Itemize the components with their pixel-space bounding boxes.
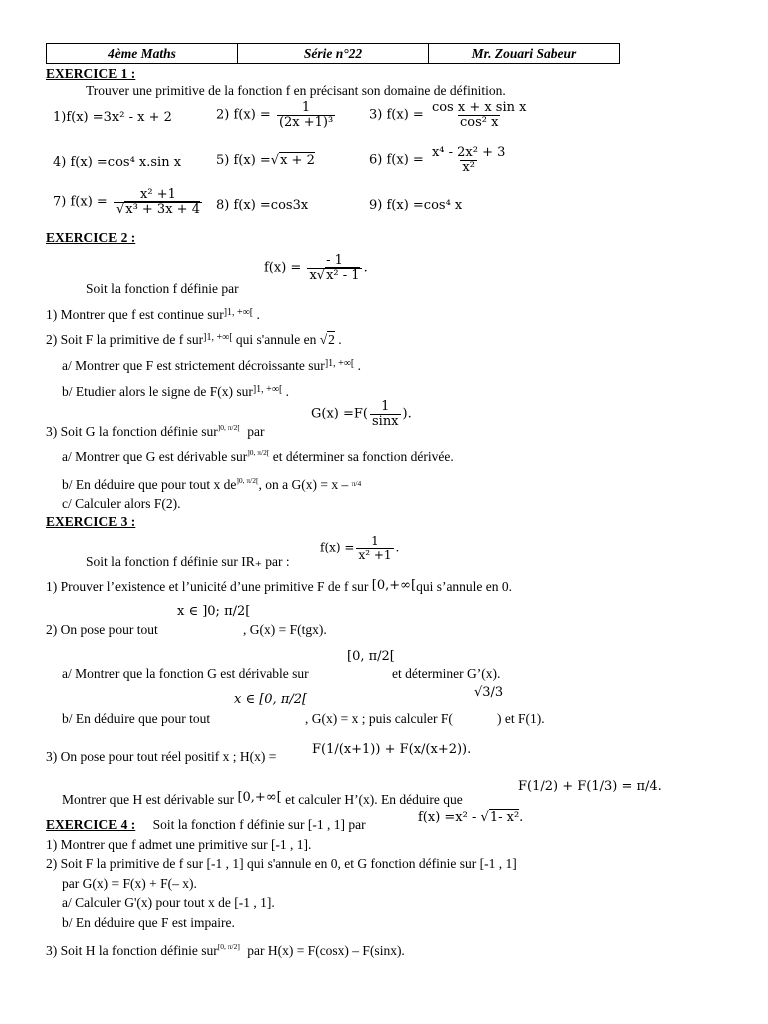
ex3-q3b-interval: [0,+∞[ [237, 790, 282, 805]
ex2-q2-text-b: qui s'annule en [235, 332, 317, 347]
ex2-sqrt2: 2 [328, 332, 335, 347]
ex1-f6-frac [430, 146, 507, 174]
ex1-f5-radical-icon [271, 153, 279, 168]
ex1-f2 [216, 101, 337, 129]
ex2-q1-text: 1) Montrer que f est continue sur [46, 307, 224, 322]
ex2-f-frac [307, 254, 361, 282]
ex1-f5-lhs: 5) f(x) = [216, 153, 271, 168]
ex4-f-def [418, 811, 523, 825]
ex3-h-expr: F(1/(x+1)) + F(x/(x+2)). [312, 742, 472, 757]
ex3-q2b-text-c: ) et F(1). [497, 711, 545, 726]
ex1-f7-num: x² +1 [140, 187, 176, 202]
ex2-q3-interval: ]0, π/2[ [217, 423, 240, 432]
ex1-f4: 4) f(x) =cos⁴ x.sin x [53, 155, 182, 170]
ex3-q3: 3) On pose pour tout réel positif x ; H(x) = [46, 749, 277, 764]
ex2-q2: 2) Soit F la primitive de f sur$^{]1, +\infty[}$ qui s'annule en √ 2 . [46, 332, 342, 348]
ex1-f3-frac [430, 101, 529, 129]
ex2-f-den-rad: x² - 1 [326, 267, 360, 283]
ex4-intro: Soit la fonction f définie sur [-1 , 1] par [152, 817, 366, 832]
ex1-f9: 9) f(x) =cos⁴ x [369, 198, 463, 213]
header-teacher: Mr. Zouari Sabeur [428, 44, 619, 63]
ex4-f-end: . [519, 810, 524, 825]
ex4-title: EXERCICE 4 : [46, 817, 136, 832]
ex1-f7-rad: x³ + 3x + 4 [125, 201, 200, 217]
ex2-q3a-text-b: et déterminer sa fonction dérivée. [272, 449, 454, 464]
ex2-f-lhs: f(x) = [264, 260, 302, 276]
ex4-q3-text-b: par H(x) = F(cosx) – F(sinx). [247, 943, 405, 958]
ex1-title: EXERCICE 1 : [46, 66, 136, 81]
ex4-q3-interval: [0, π/2] [217, 942, 240, 951]
ex4-q2-cont: par G(x) = F(x) + F(– x). [62, 876, 197, 891]
ex2-q2a-text: a/ Montrer que F est strictement décroissante sur [62, 358, 325, 373]
ex2-q1-interval: ]1, +∞[ [223, 307, 254, 318]
ex1-f6-den: x² [462, 159, 475, 175]
ex3-q3b [62, 791, 463, 808]
ex4-q1: 1) Montrer que f admet une primitive sur [-1 , 1]. [46, 837, 312, 852]
ex1-f5 [216, 154, 315, 168]
ex1-f2-lhs: 2) f(x) = [216, 107, 271, 123]
ex3-f-lhs: f(x) = [320, 540, 355, 555]
ex1-f7-lhs: 7) f(x) = [53, 194, 108, 210]
ex3-final-expr: F(1/2) + F(1/3) = π/4. [518, 779, 662, 794]
ex2-q3b-interval: ]0, π/2[ [236, 476, 259, 485]
ex2-f-den-pre: x [309, 267, 317, 283]
ex1-f2-num: 1 [301, 100, 311, 115]
ex2-q3-par: par [247, 424, 265, 439]
ex3-f-num: 1 [371, 534, 379, 548]
ex4-f-rad: 1- x² [489, 810, 520, 825]
ex2-q3c: c/ Calculer alors F(2). [62, 496, 181, 511]
ex4-q2b: b/ En déduire que F est impaire. [62, 915, 235, 930]
ex4-q3-text: 3) Soit H la fonction définie sur [46, 943, 218, 958]
header-table [46, 43, 620, 64]
ex2-q2-interval: ]1, +∞[ [203, 332, 233, 343]
ex3-intro: Soit la fonction f définie sur IR₊ par : [86, 554, 290, 569]
ex3-q2-set: x ∈ ]0; π/2[ [177, 604, 251, 619]
ex3-title: EXERCICE 3 : [46, 514, 136, 529]
header-class: 4ème Maths [108, 45, 176, 61]
ex2-g-def [311, 400, 412, 428]
ex2-f-radical-icon [317, 268, 325, 283]
ex1-f5-rad: x + 2 [280, 153, 315, 168]
ex2-g-num: 1 [381, 399, 390, 414]
ex3-q2b: b/ En déduire que pour tout [62, 711, 211, 726]
ex3-q2: 2) On pose pour tout [46, 622, 158, 637]
ex1-f7 [53, 188, 204, 216]
ex3-f-frac [356, 535, 393, 561]
ex1-f7-frac [114, 188, 202, 216]
ex1-f1: 1)f(x) =3x² - x + 2 [53, 110, 172, 125]
ex2-q3b-text: b/ En déduire que pour tout x de [62, 477, 237, 492]
ex2-q2a: a/ Montrer que F est strictement décroissante sur$^{]1, +\infty[}$ . [62, 358, 361, 373]
ex3-f-den: x² +1 [358, 547, 392, 562]
ex1-f6-lhs: 6) f(x) = [369, 152, 424, 168]
ex1-f3-lhs: 3) f(x) = [369, 107, 424, 123]
ex2-q3a-interval: ]0, π/2[ [247, 448, 270, 457]
ex2-q2b: b/ Etudier alors le signe de F(x) sur$^{]1, +\infty[}$ . [62, 384, 290, 399]
ex3-q2-text-b: , G(x) = F(tgx). [243, 622, 327, 637]
ex1-f3-den: cos² x [459, 114, 499, 130]
ex4-q3 [46, 943, 405, 959]
ex1-f6-num: x⁴ - 2x² + 3 [431, 145, 506, 160]
ex2-g-den: sinx [371, 413, 399, 429]
ex3-q2a-text-b: et déterminer G’(x). [392, 666, 501, 681]
ex3-sqrt3-over3: √3/3 [474, 685, 504, 700]
ex3-q1-interval: [0,+∞[ [371, 578, 417, 593]
ex1-f2-den: (2x +1)³ [278, 114, 334, 130]
ex2-f-den [307, 268, 361, 283]
ex3-q3b-text-c: et calculer H’(x). En déduire que [285, 792, 463, 807]
ex4-title-line [46, 818, 366, 833]
ex2-title: EXERCICE 2 : [46, 230, 136, 245]
ex3-q3b-text: Montrer que H est dérivable sur [62, 792, 235, 807]
ex2-q3b-text-b: , on a G(x) = x – [258, 477, 349, 492]
header-series: Série n°22 [237, 44, 428, 63]
ex3-q1-text: 1) Prouver l’existence et l’unicité d’une primitive F de f sur [46, 579, 369, 594]
ex2-f-def: f(x) = $\frac{- 1}{\text{x√ x² - 1}}$ . [264, 254, 368, 282]
ex1-f7-den [114, 202, 202, 217]
ex2-q3-text: 3) Soit G la fonction définie sur [46, 424, 218, 439]
ex2-q3 [46, 424, 264, 440]
ex3-q2b-text-b: , G(x) = x ; puis calculer F( [305, 711, 453, 726]
ex2-q2a-interval: ]1, +∞[ [324, 358, 355, 369]
ex1-f3 [369, 101, 530, 129]
ex2-q1: 1) Montrer que f est continue sur$^{]1, +\infty[}$ . [46, 307, 260, 322]
ex2-g-lhs: G(x) =F( [311, 406, 368, 422]
ex2-g-end: ). [402, 406, 412, 422]
ex3-q1-text-b: qui s’annule en 0. [416, 579, 513, 594]
ex1-f7-radical-icon [116, 202, 124, 217]
ex3-q2a: a/ Montrer que la fonction G est dérivable sur [62, 666, 309, 681]
ex2-f-num: - 1 [326, 253, 343, 268]
ex1-f6 [369, 146, 509, 174]
ex1-intro: Trouver une primitive de la fonction f en précisant son domaine de définition. [86, 83, 506, 98]
ex1-f3-num: cos x + x sin x [431, 100, 527, 115]
ex2-q2b-interval: ]1, +∞[ [252, 384, 283, 395]
ex2-g-frac [370, 400, 401, 428]
ex2-q2-text: 2) Soit F la primitive de f sur [46, 332, 204, 347]
ex4-q2a: a/ Calculer G'(x) pour tout x de [-1 , 1]. [62, 895, 275, 910]
ex4-f-lhs: f(x) =x² - [418, 810, 477, 825]
ex4-f-radical-icon [481, 810, 489, 825]
ex2-q3a-text: a/ Montrer que G est dérivable sur [62, 449, 248, 464]
ex3-f-def: f(x) = $\frac{1}{\text{x² +1}}$ . [320, 534, 400, 562]
ex4-q2: 2) Soit F la primitive de f sur [-1 , 1] qui s'annule en 0, et G fonction définie sur [-1 , 1] [46, 856, 517, 871]
ex2-q2b-text: b/ Etudier alors le signe de F(x) sur [62, 384, 253, 399]
ex1-f2-frac [277, 101, 335, 129]
ex3-q1 [46, 579, 512, 595]
ex2-intro: Soit la fonction f définie par [86, 281, 239, 296]
ex3-q2b-set: x ∈ [0, π/2[ [234, 692, 308, 707]
ex2-pi4: π/4 [351, 479, 362, 488]
ex2-q3b [62, 477, 361, 493]
ex3-q2a-interval: [0, π/2[ [347, 649, 395, 664]
ex1-f8: 8) f(x) =cos3x [216, 198, 309, 213]
ex2-q3a [62, 449, 454, 465]
